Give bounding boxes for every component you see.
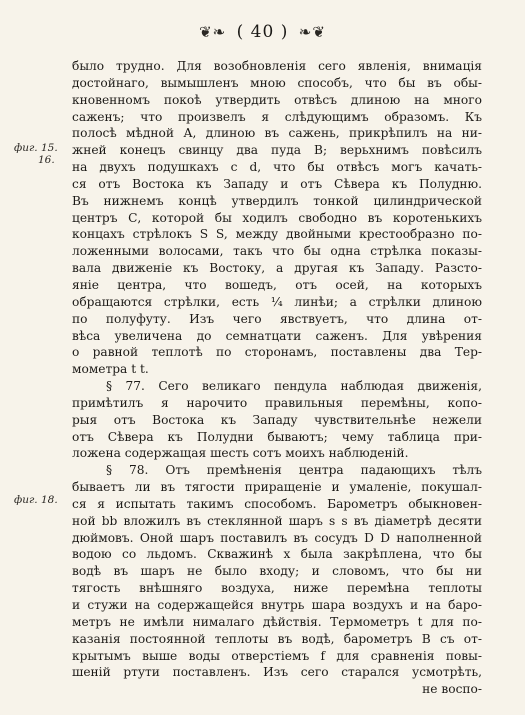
text-line: вѣса увеличена до семнатцати саженъ. Для увѣрения — [72, 328, 482, 343]
text-line: метръ не имѣли нималаго дѣйствія. Термометръ t для по- — [72, 614, 482, 629]
text-line: на двухъ подушкахъ c d, что бы отвѣсъ могъ качать- — [72, 160, 482, 175]
text-line: водѣ въ шаръ не было входу; и словомъ, что бы ни — [72, 564, 482, 579]
text-line: центръ С, которой бы ходилъ свободно въ коротенькихъ — [72, 210, 482, 225]
text-line: казанія постоянной теплоты въ водѣ, барометръ В съ от- — [72, 631, 482, 646]
text-line: рыя отъ Востока къ Западу чувствительнѣе нежели — [72, 412, 482, 427]
text-line: жней конецъ свинцу два пуда В; верьхнимъ повѣсилъ — [72, 143, 482, 158]
text-line: ложена содержащая шесть сотъ моихъ наблюденій. — [72, 446, 409, 461]
text-line: по полуфуту. Изъ чего явствуетъ, что длина от- — [72, 311, 482, 326]
margin-figure-ref: фиг. 18. — [14, 494, 58, 506]
text-line: дюймовъ. Оной шаръ поставилъ въ сосудъ D D наполненной — [72, 530, 482, 545]
text-line: концахъ стрѣлокъ S S, между двойными крестообразно по- — [72, 227, 482, 242]
text-line: саженъ; что произвелъ я слѣдующимъ образомъ. Къ — [72, 109, 482, 124]
text-line: бываетъ ли въ тягости приращеніе и умаленіе, покушал- — [72, 480, 482, 495]
text-line: примѣтилъ я нарочито правильныя перемѣны, копо- — [72, 395, 482, 410]
text-line: полосѣ мѣдной А, длиною въ сажень, прикрѣпилъ на ни- — [72, 126, 482, 141]
section-heading-line: § 77. Сего великаго пендула наблюдая движенія, — [106, 379, 482, 394]
text-line: и стужи на содержащейся внутрь шара воздухъ и на баро- — [72, 598, 482, 612]
page-number: ( 40 ) — [236, 22, 289, 42]
text-line: обращаются стрѣлки, есть ¼ линѣи; а стрѣлки длиною — [72, 294, 482, 309]
body-text — [72, 58, 482, 698]
text-line: отъ Сѣвера къ Полудни бываютъ; чему таблица при- — [72, 429, 482, 444]
text-line: мометра t t. — [72, 362, 149, 377]
text-line: яніе центра, что вошедъ, отъ осей, на которыхъ — [72, 277, 482, 292]
left-ornament-icon: ❦❧ — [199, 23, 227, 41]
text-line: о равной теплотѣ по сторонамъ, поставлены два Тер- — [72, 345, 482, 360]
text-line: шеній ртути поставленъ. Изъ сего старался усмотрѣть, — [72, 665, 482, 680]
catchword: не воспо- — [422, 682, 482, 697]
text-line: ся отъ Востока къ Западу и отъ Сѣвера къ Полудню. — [72, 176, 482, 191]
text-line: ся я испытать такимъ способомъ. Барометръ обыкновен- — [72, 496, 482, 511]
margin-figure-ref: фиг. 15. — [14, 142, 58, 154]
margin-figure-ref: 16. — [38, 154, 55, 166]
right-ornament-icon: ❧❦ — [298, 23, 326, 41]
text-line: вала движеніе къ Востоку, а другая къ Западу. Разсто- — [72, 261, 482, 276]
text-line: кновенномъ покоѣ утвердить отвѣсъ длиною на много — [72, 92, 482, 107]
section-heading-line: § 78. Отъ премѣненія центра падающихъ тѣлъ — [106, 463, 482, 478]
text-line: достойнаго, вымышленъ мною способъ, что бы въ обы- — [72, 75, 482, 90]
text-line: тягость внѣшняго воздуха, ниже перемѣна теплоты — [72, 581, 482, 596]
text-line: было трудно. Для возобновленія сего явленія, внимація — [72, 59, 482, 73]
page-header — [0, 22, 525, 42]
text-line: водою со льдомъ. Скважинѣ x была закрѣплена, что бы — [72, 547, 482, 562]
text-line: ной bb вложилъ въ стеклянной шаръ s s въ діаметрѣ десяти — [72, 513, 482, 528]
text-line: ложенными волосами, такъ что бы одна стрѣлка показы- — [72, 244, 482, 259]
text-line: Въ нижнемъ концѣ утвердилъ тонкой цилиндрической — [72, 193, 482, 208]
text-line: крытымъ выше воды отверстіемъ f для сравненія повы- — [72, 648, 482, 663]
